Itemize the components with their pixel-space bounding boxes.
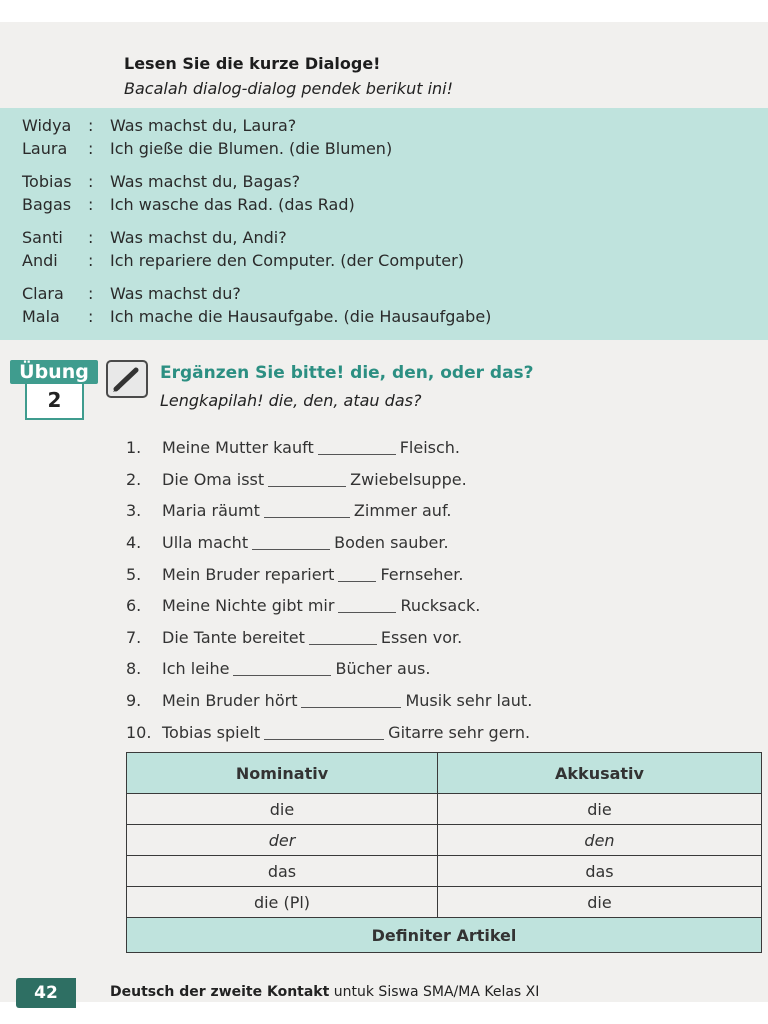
exercise-title: Ergänzen Sie bitte! die, den, oder das? (160, 363, 534, 383)
table-row: der den (127, 825, 762, 856)
table-row: die die (127, 794, 762, 825)
list-item: 10. Tobias spielt Gitarre sehr gern. (126, 722, 531, 742)
dialog-line: Ich repariere den Computer. (der Computer) (110, 251, 464, 270)
article-table (126, 752, 762, 953)
answer-blank[interactable] (264, 503, 350, 518)
speaker: Bagas (22, 195, 72, 214)
table-row: die (Pl) die (127, 887, 762, 918)
intro-title: Lesen Sie die kurze Dialoge! (124, 54, 381, 73)
dialog-line: Was machst du? (110, 284, 241, 303)
footer-book-title: Deutsch der zweite Kontakt untuk Siswa SMA/MA Kelas XI (110, 984, 540, 1000)
answer-blank[interactable] (268, 472, 346, 487)
list-item: 6. Meine Nichte gibt mir Rucksack. (126, 596, 481, 616)
exercise-subtitle: Lengkapilah! die, den, atau das? (160, 391, 422, 410)
speaker: Mala (22, 307, 60, 326)
speaker: Andi (22, 251, 58, 270)
intro-subtitle: Bacalah dialog-dialog pendek berikut ini! (124, 79, 454, 98)
list-item: 8. Ich leihe Bücher aus. (126, 659, 431, 679)
table-row: das das (127, 856, 762, 887)
list-item: 3. Maria räumt Zimmer auf. (126, 501, 452, 521)
textbook-page (0, 22, 768, 1002)
pencil-icon (106, 360, 148, 398)
list-item: 9. Mein Bruder hört Musik sehr laut. (126, 691, 533, 711)
speaker: Laura (22, 139, 68, 158)
dialog-line: Ich gieße die Blumen. (die Blumen) (110, 139, 393, 158)
answer-blank[interactable] (264, 725, 384, 740)
speaker: Clara (22, 284, 64, 303)
speaker: Tobias (22, 172, 72, 191)
dialog-4: Clara : Was machst du? Mala : Ich mache die Hausaufgabe. (die Hausaufgabe) (22, 284, 492, 326)
speaker: Santi (22, 228, 63, 247)
list-item: 2. Die Oma isst Zwiebelsuppe. (126, 469, 467, 489)
speaker: Widya (22, 116, 72, 135)
answer-blank[interactable] (338, 567, 376, 582)
dialog-3: Santi : Was machst du, Andi? Andi : Ich repariere den Computer. (der Computer) (22, 228, 464, 270)
answer-blank[interactable] (309, 630, 377, 645)
dialog-line: Ich mache die Hausaufgabe. (die Hausaufgabe) (110, 307, 492, 326)
table-header-akkusativ: Akkusativ (438, 753, 762, 794)
dialog-line: Was machst du, Laura? (110, 116, 297, 135)
dialog-line: Ich wasche das Rad. (das Rad) (110, 195, 355, 214)
table-header-nominativ: Nominativ (127, 753, 438, 794)
dialog-section (0, 108, 768, 340)
answer-blank[interactable] (301, 693, 401, 708)
dialog-line: Was machst du, Bagas? (110, 172, 301, 191)
answer-blank[interactable] (233, 661, 331, 676)
list-item: 1. Meine Mutter kauft Fleisch. (126, 438, 461, 458)
intro-block (124, 54, 453, 98)
answer-blank[interactable] (318, 440, 396, 455)
list-item: 7. Die Tante bereitet Essen vor. (126, 627, 463, 647)
page-number: 42 (16, 978, 76, 1008)
exercise-label: Übung (10, 360, 98, 384)
answer-blank[interactable] (252, 535, 330, 550)
table-caption: Definiter Artikel (127, 918, 762, 953)
list-item: 4. Ulla macht Boden sauber. (126, 533, 449, 553)
dialog-line: Was machst du, Andi? (110, 228, 287, 247)
list-item: 5. Mein Bruder repariert Fernseher. (126, 564, 464, 584)
dialog-1: Widya : Was machst du, Laura? Laura : Ich gieße die Blumen. (die Blumen) (22, 116, 393, 158)
exercise-list (126, 432, 532, 748)
dialog-2: Tobias : Was machst du, Bagas? Bagas : Ich wasche das Rad. (das Rad) (22, 172, 355, 214)
answer-blank[interactable] (338, 598, 396, 613)
exercise-number: 2 (25, 384, 84, 420)
